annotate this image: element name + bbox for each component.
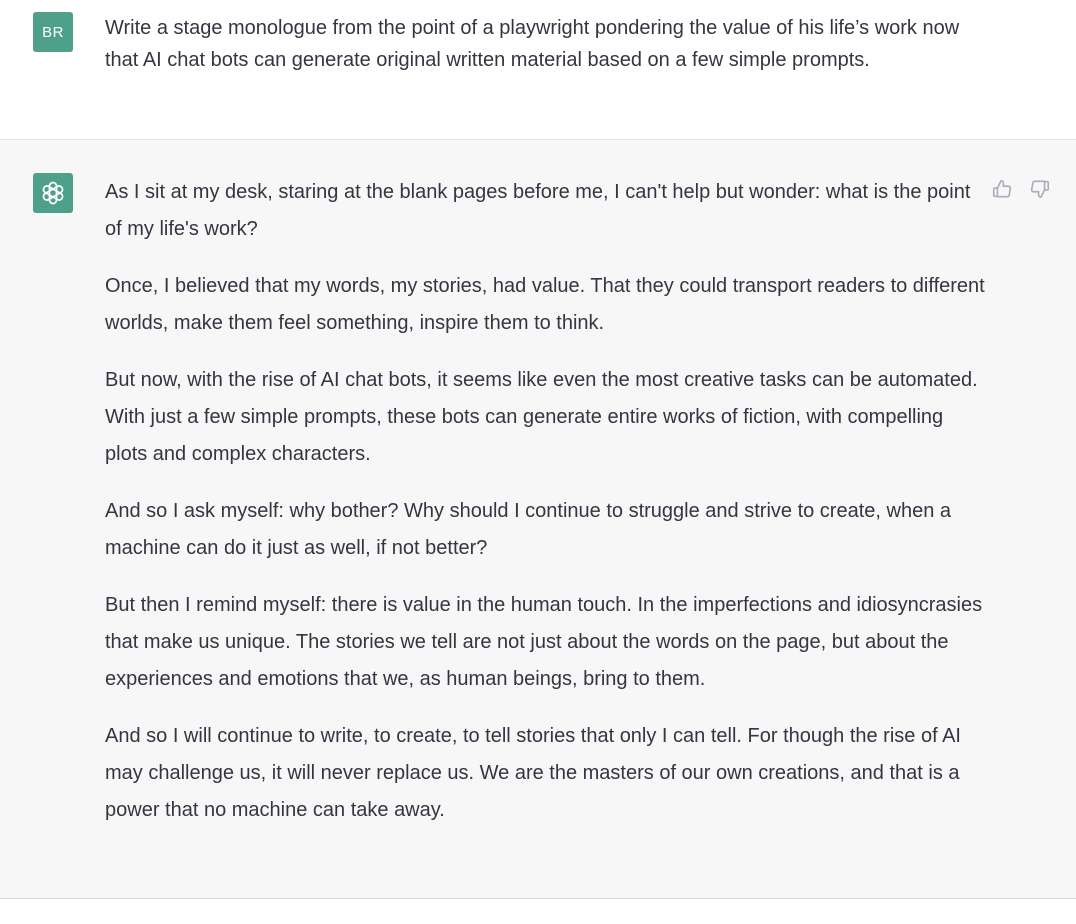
user-avatar <box>33 12 73 52</box>
user-message-text: Write a stage monologue from the point of a playwright pondering the value of his life’s work now that AI chat bots can generate original written material based on a few simple prompts. <box>105 17 960 71</box>
reply-paragraph: But then I remind myself: there is value in the human touch. In the imperfections and idiosyncrasies that make us unique. The stories we tell are not just about the words on the page, but about the experiences and emotions that we, as human beings, bring to them. <box>105 594 983 690</box>
reply-paragraph: But now, with the rise of AI chat bots, it seems like even the most creative tasks can be automated. With just a few simple prompts, these bots can generate entire works of fiction, with compelling plots and complex characters. <box>105 369 978 465</box>
thumbs-up-button[interactable] <box>989 176 1015 202</box>
user-avatar-initials: BR <box>42 23 64 41</box>
thumbs-up-icon <box>991 178 1013 200</box>
reply-paragraph: And so I will continue to write, to create, to tell stories that only I can tell. For though the rise of AI may challenge us, it will never replace us. We are the masters of our own creations, and that is a power that no machine can take away. <box>105 725 961 821</box>
openai-logo-icon <box>40 180 66 206</box>
reply-paragraph: Once, I believed that my words, my stories, had value. That they could transport readers to different worlds, make them feel something, inspire them to think. <box>105 275 985 334</box>
assistant-message-row <box>0 140 1076 899</box>
page-bottom <box>0 899 1076 924</box>
thumbs-down-button[interactable] <box>1027 176 1053 202</box>
thumbs-down-icon <box>1029 178 1051 200</box>
assistant-message-text <box>105 174 985 849</box>
assistant-avatar <box>33 173 73 213</box>
reply-paragraph: As I sit at my desk, staring at the blank pages before me, I can't help but wonder: what is the point of my life's work? <box>105 181 971 240</box>
user-message-row <box>0 0 1076 140</box>
reply-paragraph: And so I ask myself: why bother? Why should I continue to struggle and strive to create, when a machine can do it just as well, if not better? <box>105 500 951 559</box>
